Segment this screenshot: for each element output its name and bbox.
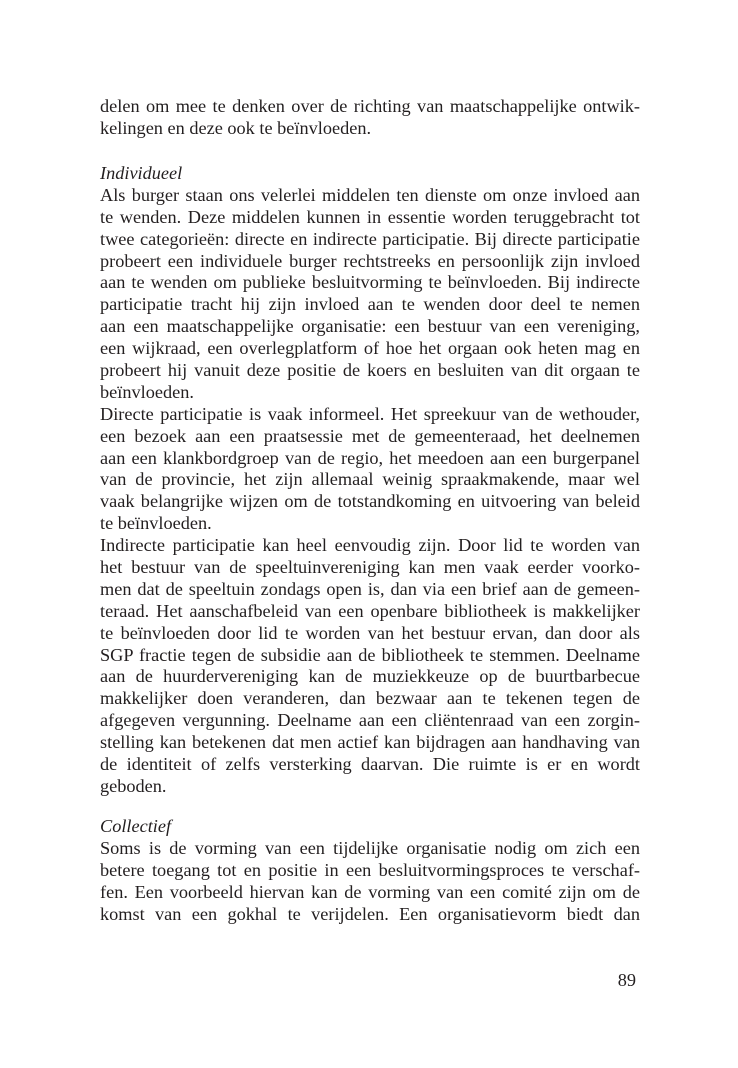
individual-paragraph-2 xyxy=(100,404,640,535)
section-collective xyxy=(100,816,640,925)
paragraph-line: aan een klankbordgroep van de regio, het meedoen aan een burgerpanel xyxy=(100,447,640,468)
paragraph-line: Soms is de vorming van een tijdelijke organisatie nodig om zich een xyxy=(100,837,640,858)
paragraph-line: stelling kan betekenen dat men actief kan bijdragen aan handhaving van xyxy=(100,732,640,753)
individual-paragraph-1 xyxy=(100,185,640,404)
paragraph-line: aan een maatschappelijke organisatie: een bestuur van een vereniging, xyxy=(100,316,640,337)
collective-paragraph-1 xyxy=(100,838,640,926)
paragraph-line: teraad. Het aanschafbeleid van een openbare bibliotheek is makkelijker xyxy=(100,600,640,621)
section-heading-collective: Collectief xyxy=(100,816,172,836)
paragraph-line: probeert hij vanuit deze positie de koers en besluiten van dit orgaan te xyxy=(100,360,640,381)
paragraph-line: een wijkraad, een overlegplatform of hoe het orgaan ook heten mag en xyxy=(100,338,640,359)
section-individual xyxy=(100,163,640,798)
paragraph-line: Indirecte participatie kan heel eenvoudig zijn. Door lid te worden van xyxy=(100,535,640,556)
paragraph-line: aan de huurdervereniging kan de muziekkeuze op de buurtbarbecue xyxy=(100,666,640,687)
paragraph-line: men dat de speeltuin zondags open is, dan via een brief aan de gemeen- xyxy=(100,578,640,599)
paragraph-line: geboden. xyxy=(100,775,167,796)
paragraph-line: beïnvloeden. xyxy=(100,381,194,402)
paragraph-line: Directe participatie is vaak informeel. Het spreekuur van de wethouder, xyxy=(100,403,640,424)
paragraph-line: aan te wenden om publieke besluitvorming te beïnvloeden. Bij indirecte xyxy=(100,272,640,293)
intro-paragraph xyxy=(100,96,640,140)
paragraph-line: participatie tracht hij zijn invloed aan te wenden door deel te nemen xyxy=(100,294,640,315)
paragraph-line: twee categorieën: directe en indirecte participatie. Bij directe participatie xyxy=(100,228,640,249)
paragraph-line: een bezoek aan een praatsessie met de gemeenteraad, het deelnemen xyxy=(100,425,640,446)
paragraph-line: te beïnvloeden door lid te worden van het bestuur ervan, dan door als xyxy=(100,622,640,643)
paragraph-line: te wenden. Deze middelen kunnen in essentie worden teruggebracht tot xyxy=(100,206,640,227)
paragraph-line: SGP fractie tegen de subsidie aan de bibliotheek te stemmen. Deelname xyxy=(100,644,640,665)
individual-paragraph-3 xyxy=(100,535,640,798)
paragraph-line: Als burger staan ons velerlei middelen ten dienste om onze invloed aan xyxy=(100,184,640,205)
paragraph-line: makkelijker doen veranderen, dan bezwaar aan te tekenen tegen de xyxy=(100,688,640,709)
paragraph-line: betere toegang tot en positie in een besluitvormingsproces te verschaf- xyxy=(100,859,640,880)
paragraph-line: probeert een individuele burger rechtstreeks en persoonlijk zijn invloed xyxy=(100,250,640,271)
paragraph-line: het bestuur van de speeltuinvereniging kan men vaak eerder voorko- xyxy=(100,557,640,578)
paragraph-line: vaak belangrijke wijzen om de totstandkoming en uitvoering van beleid xyxy=(100,491,640,512)
paragraph-line: de identiteit of zelfs versterking daarvan. Die ruimte is er en wordt xyxy=(100,754,640,775)
paragraph-line: fen. Een voorbeeld hiervan kan de vorming van een comité zijn om de xyxy=(100,881,640,902)
paragraph-line: van de provincie, het zijn allemaal weinig spraakmakende, maar wel xyxy=(100,469,640,490)
paragraph-line: te beïnvloeden. xyxy=(100,513,212,534)
paragraph-line: afgegeven vergunning. Deelname aan een cliëntenraad van een zorgin- xyxy=(100,710,640,731)
page-number: 89 xyxy=(617,970,636,990)
paragraph-line: komst van een gokhal te verijdelen. Een organisatievorm biedt dan xyxy=(100,903,640,924)
section-heading-individual: Individueel xyxy=(100,163,183,183)
intro-line: delen om mee te denken over de richting van maatschappelijke ontwik- xyxy=(100,96,640,116)
intro-line: kelingen en deze ook te beïnvloeden. xyxy=(100,117,372,138)
